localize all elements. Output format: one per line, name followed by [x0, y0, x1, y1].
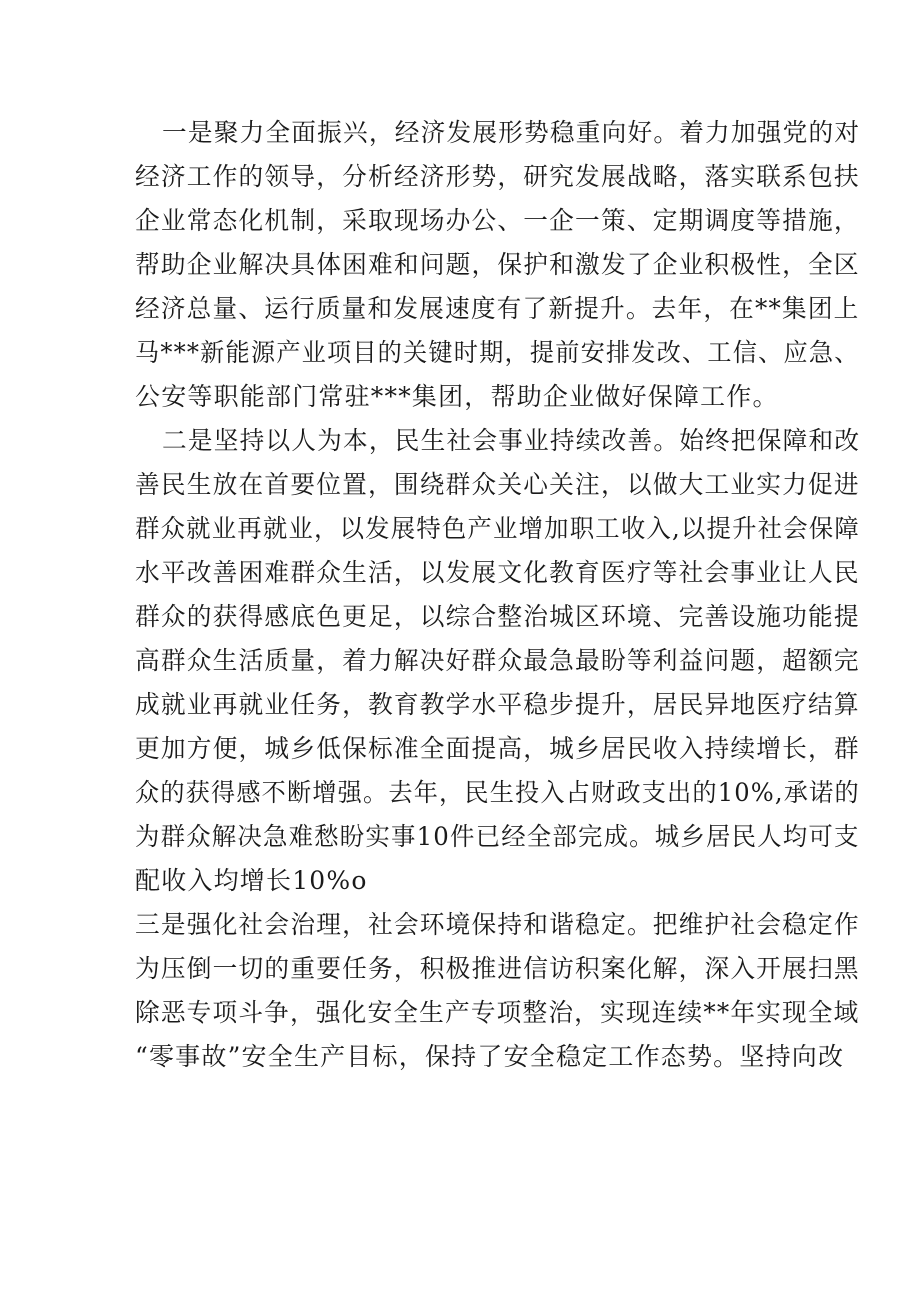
text-line: 公安等职能部门常驻***集团，帮助企业做好保障工作。	[135, 382, 779, 411]
text-line: 二是坚持以人为本，民生社会事业持续改善。始终把保障和改	[162, 426, 861, 455]
text-line: 为群众解决急难愁盼实事10件已经全部完成。城乡居民人均可支	[135, 822, 860, 851]
text-line: 群众就业再就业，以发展特色产业增加职工收入,以提升社会保障	[135, 514, 860, 543]
text-line: 经济工作的领导，分析经济形势，研究发展战略，落实联系包扶	[135, 162, 860, 191]
text-line: 为压倒一切的重要任务，积极推进信访积案化解，深入开展扫黑	[135, 954, 860, 983]
text-line: 配收入均增长10%o	[135, 866, 368, 895]
text-line: “零事故”安全生产目标，保持了安全稳定工作态势。坚持向改	[135, 1042, 845, 1071]
text-line: 马***新能源产业项目的关键时期，提前安排发改、工信、应急、	[135, 338, 860, 367]
text-line: 善民生放在首要位置，围绕群众关心关注，以做大工业实力促进	[135, 470, 860, 499]
text-line: 更加方便，城乡低保标准全面提高，城乡居民收入持续增长，群	[135, 734, 860, 763]
text-line: 高群众生活质量，着力解决好群众最急最盼等利益问题，超额完	[135, 646, 860, 675]
text-line: 企业常态化机制，采取现场办公、一企一策、定期调度等措施，	[135, 206, 860, 235]
text-line: 三是强化社会治理，社会环境保持和谐稳定。把维护社会稳定作	[135, 910, 860, 939]
text-line: 经济总量、运行质量和发展速度有了新提升。去年，在**集团上	[135, 294, 860, 323]
text-line: 众的获得感不断增强。去年，民生投入占财政支出的10%,承诺的	[135, 778, 860, 807]
text-line: 群众的获得感底色更足，以综合整治城区环境、完善设施功能提	[135, 602, 860, 631]
text-line: 成就业再就业任务，教育教学水平稳步提升，居民异地医疗结算	[135, 690, 860, 719]
text-line: 帮助企业解决具体困难和问题，保护和激发了企业积极性，全区	[135, 250, 860, 279]
text-line: 除恶专项斗争，强化安全生产专项整治，实现连续**年实现全域	[135, 998, 860, 1027]
text-line: 水平改善困难群众生活，以发展文化教育医疗等社会事业让人民	[135, 558, 860, 587]
text-line: 一是聚力全面振兴，经济发展形势稳重向好。着力加强党的对	[162, 118, 861, 147]
